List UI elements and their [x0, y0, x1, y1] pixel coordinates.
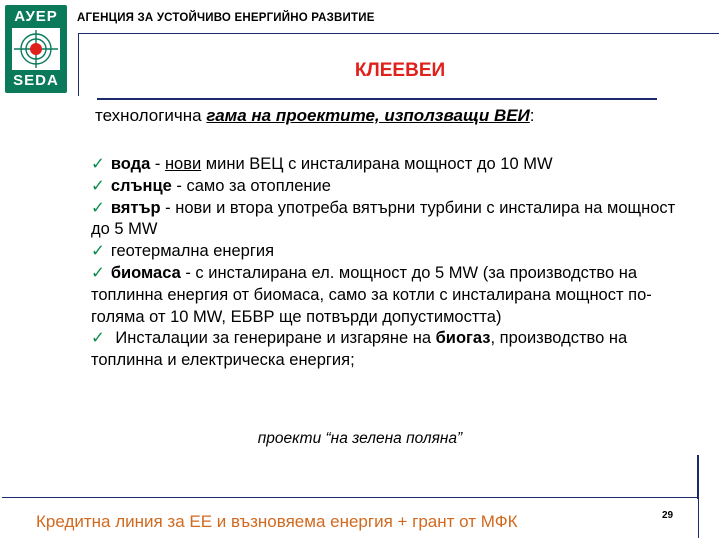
slide-title: КЛЕЕВЕИ: [354, 60, 446, 81]
subtitle-emphasis: гама на проектите, използващи ВЕИ: [206, 106, 530, 125]
logo-bottom-text: SEDA: [13, 72, 59, 89]
item-text: Инсталации за генериране и изгаряне на: [110, 329, 436, 348]
list-item-water: [91, 154, 691, 176]
item-text: - нови и втора употреба вятърни турбини с инсталира на мощност до 5 MW: [91, 198, 676, 239]
checkmark-icon: ✓: [91, 198, 105, 217]
item-text: , производство на топлинна и електрическа енергия;: [91, 329, 628, 370]
item-term: вода: [110, 155, 151, 173]
slide-subtitle: [95, 106, 535, 126]
item-text: - само за отопление: [171, 176, 331, 195]
item-term: слънце: [110, 176, 172, 195]
checkmark-icon: ✓: [91, 176, 105, 195]
subtitle-suffix: :: [529, 106, 535, 125]
list-item-sun: [91, 176, 691, 198]
item-term: биогаз: [435, 329, 491, 348]
logo-top-text: АУЕР: [14, 8, 58, 25]
footer-text: Кредитна линия за ЕЕ и възновяема енергия + грант от МФК: [36, 512, 518, 531]
checkmark-icon: ✓: [91, 242, 105, 261]
footer-frame-edge: [697, 455, 699, 499]
list-item-biogas: [91, 328, 691, 372]
technology-list: [91, 154, 691, 372]
subtitle-prefix: технологична: [95, 106, 207, 125]
item-text: - с инсталирана ел. мощност до 5 MW (за производство на топлинна енергия от биомаса, само за котли с инсталирана мощност по-голяма от 10 MW, ЕБВР ще потвърди допустимостта): [91, 263, 652, 326]
item-term: биомаса: [110, 263, 181, 282]
item-text: -: [150, 155, 165, 173]
list-item-geothermal: [91, 241, 691, 263]
list-item-wind: [91, 198, 691, 242]
item-text-underlined: нови: [164, 155, 202, 173]
item-text: геотермална енергия: [110, 242, 275, 261]
checkmark-icon: ✓: [91, 329, 105, 348]
checkmark-icon: ✓: [91, 155, 105, 173]
title-divider: [97, 98, 657, 100]
greenfield-projects-note: проекти “на зелена поляна”: [257, 430, 463, 447]
page-number: 29: [662, 510, 674, 521]
list-item-biomass: [91, 263, 691, 328]
agency-name: АГЕНЦИЯ ЗА УСТОЙЧИВО ЕНЕРГИЙНО РАЗВИТИЕ: [77, 12, 375, 24]
checkmark-icon: ✓: [91, 263, 105, 282]
item-term: вятър: [110, 198, 161, 217]
item-text: мини ВЕЦ с инсталирана мощност до 10 MW: [201, 155, 553, 173]
